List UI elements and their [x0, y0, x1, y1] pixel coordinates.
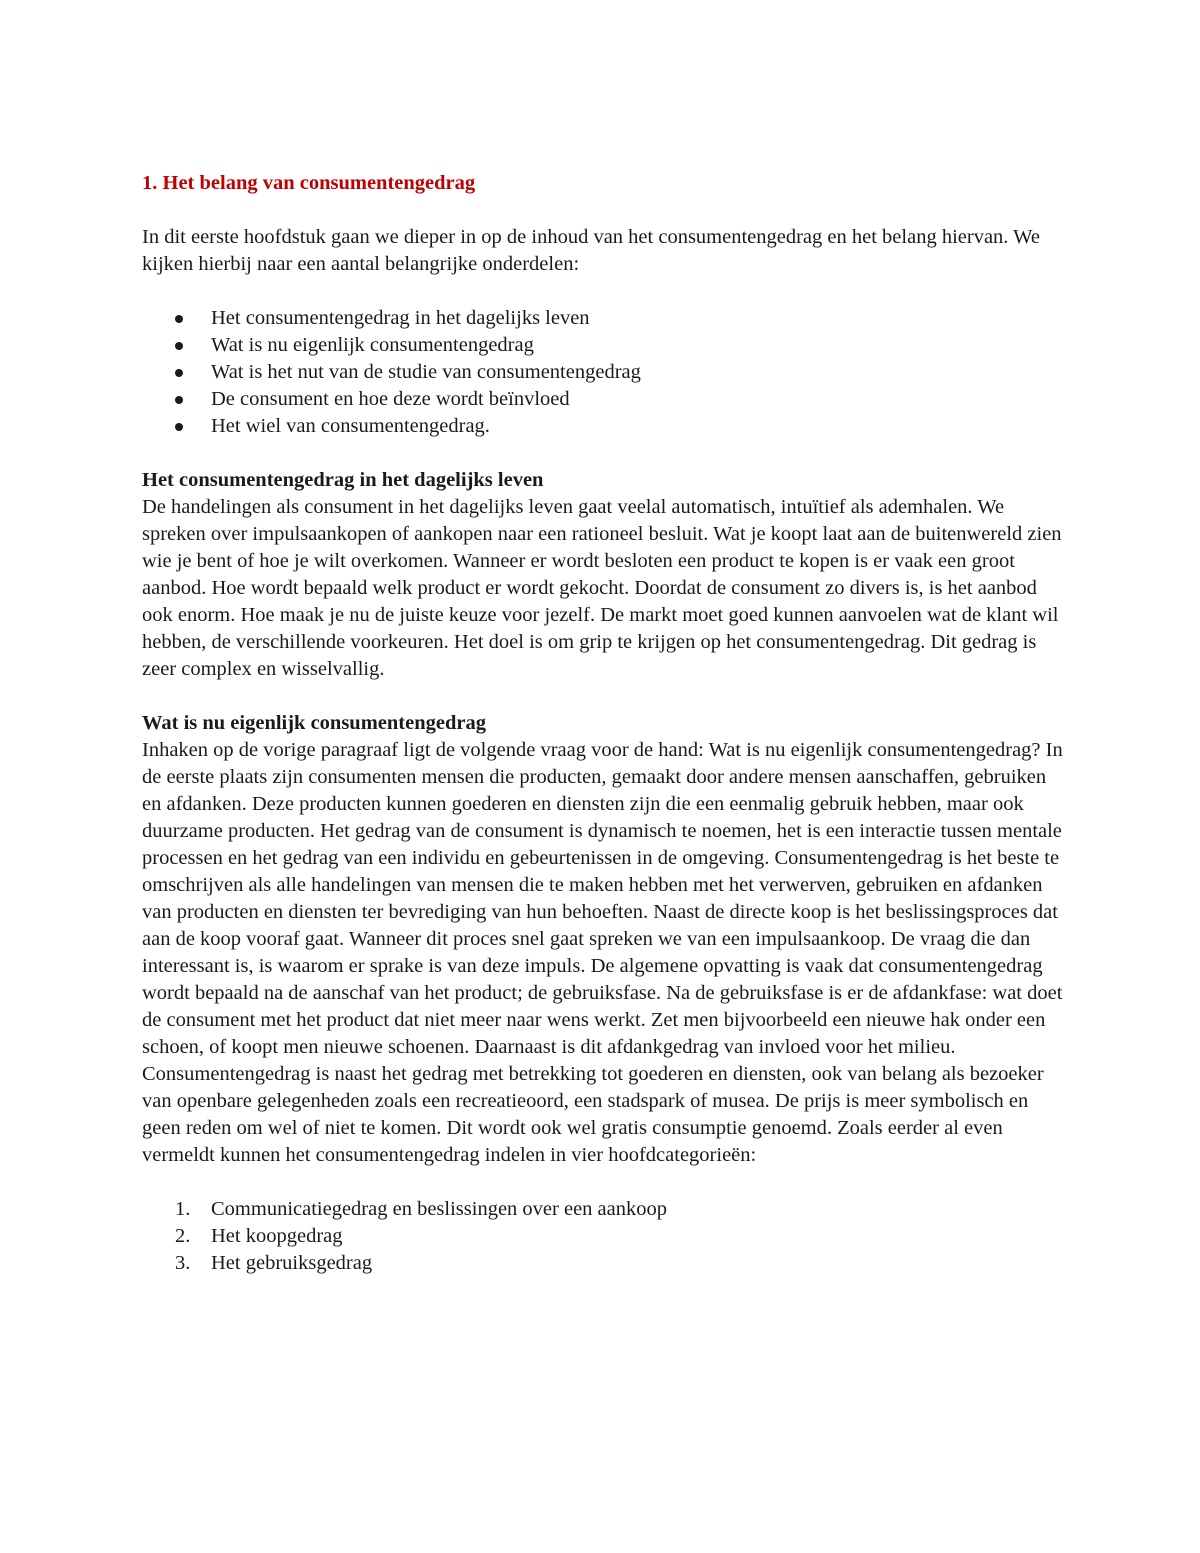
list-item	[142, 1196, 1067, 1223]
chapter-title: 1. Het belang van consumentengedrag	[142, 172, 476, 194]
list-item-text: Wat is het nut van de studie van consumentengedrag	[211, 361, 641, 383]
bullet-icon	[175, 396, 183, 404]
list-item-text: Het consumentengedrag in het dagelijks leven	[211, 307, 590, 329]
list-number: 3.	[175, 1252, 191, 1274]
list-item-text: Het koopgedrag	[211, 1225, 343, 1247]
list-item	[142, 359, 1067, 386]
list-item-text: Wat is nu eigenlijk consumentengedrag	[211, 334, 534, 356]
intro-paragraph: In dit eerste hoofdstuk gaan we dieper in op de inhoud van het consumentengedrag en het belang hiervan. We kijken hierbij naar een aantal belangrijke onderdelen:	[142, 226, 1040, 275]
category-numbered-list	[142, 1196, 1067, 1277]
topic-bullet-list	[142, 305, 1067, 440]
section-paragraph-definition: Inhaken op de vorige paragraaf ligt de volgende vraag voor de hand: Wat is nu eigenlijk consumentengedrag? In de eerste plaats zijn consumenten mensen die producten, gemaakt door andere mensen aanschaffen, gebruiken en afdanken. Deze producten kunnen goederen en diensten zijn die een eenmalig gebruik hebben, maar ook duurzame producten. Het gedrag van de consument is dynamisch te noemen, het is een interactie tussen mentale processen en het gedrag van een individu en gebeurtenissen in de omgeving. Consumentengedrag is het beste te omschrijven als alle handelingen van mensen die te maken hebben met het verwerven, gebruiken en afdanken van producten en diensten ter bevrediging van hun behoeften. Naast de directe koop is het beslissingsproces dat aan de koop vooraf gaat. Wanneer dit proces snel gaat spreken we van een impulsaankoop. De vraag die dan interessant is, is waarom er sprake is van deze impuls. De algemene opvatting is vaak dat consumentengedrag wordt bepaald na de aanschaf van het product; de gebruiksfase. Na de gebruiksfase is er de afdankfase: wat doet de consument met het product dat niet meer naar wens werkt. Zet men bijvoorbeeld een nieuwe hak onder een schoen, of koopt men nieuwe schoenen. Daarnaast is dit afdankgedrag van invloed voor het milieu. Consumentengedrag is naast het gedrag met betrekking tot goederen en diensten, ook van belang als bezoeker van openbare gelegenheden zoals een recreatieoord, een stadspark of musea. De prijs is meer symbolisch en geen reden om wel of niet te komen. Dit wordt ook wel gratis consumptie genoemd. Zoals eerder al even vermeldt kunnen het consumentengedrag indelen in vier hoofdcategorieën:	[142, 739, 1063, 1166]
bullet-icon	[175, 423, 183, 431]
list-item	[142, 386, 1067, 413]
list-item	[142, 1250, 1067, 1277]
bullet-icon	[175, 342, 183, 350]
list-item-text: Het gebruiksgedrag	[211, 1252, 373, 1274]
list-item	[142, 305, 1067, 332]
bullet-icon	[175, 315, 183, 323]
section-paragraph-daily-life: De handelingen als consument in het dagelijks leven gaat veelal automatisch, intuïtief als ademhalen. We spreken over impulsaankopen of aankopen naar een rationeel besluit. Wat je koopt laat aan de buitenwereld zien wie je bent of hoe je wilt overkomen. Wanneer er wordt besloten een product te kopen is er vaak een groot aanbod. Hoe wordt bepaald welk product er wordt gekocht. Doordat de consument zo divers is, is het aanbod ook enorm. Hoe maak je nu de juiste keuze voor jezelf. De markt moet goed kunnen aanvoelen wat de klant wil hebben, de verschillende voorkeuren. Het doel is om grip te krijgen op het consumentengedrag. Dit gedrag is zeer complex en wisselvallig.	[142, 496, 1062, 680]
list-item	[142, 332, 1067, 359]
document-page	[142, 170, 1067, 1277]
list-number: 2.	[175, 1225, 191, 1247]
section-heading-daily-life: Het consumentengedrag in het dagelijks leven	[142, 469, 544, 491]
list-number: 1.	[175, 1198, 191, 1220]
list-item	[142, 413, 1067, 440]
list-item-text: Het wiel van consumentengedrag.	[211, 415, 490, 437]
list-item-text: De consument en hoe deze wordt beïnvloed	[211, 388, 570, 410]
bullet-icon	[175, 369, 183, 377]
section-heading-definition: Wat is nu eigenlijk consumentengedrag	[142, 712, 486, 734]
list-item-text: Communicatiegedrag en beslissingen over een aankoop	[211, 1198, 667, 1220]
list-item	[142, 1223, 1067, 1250]
